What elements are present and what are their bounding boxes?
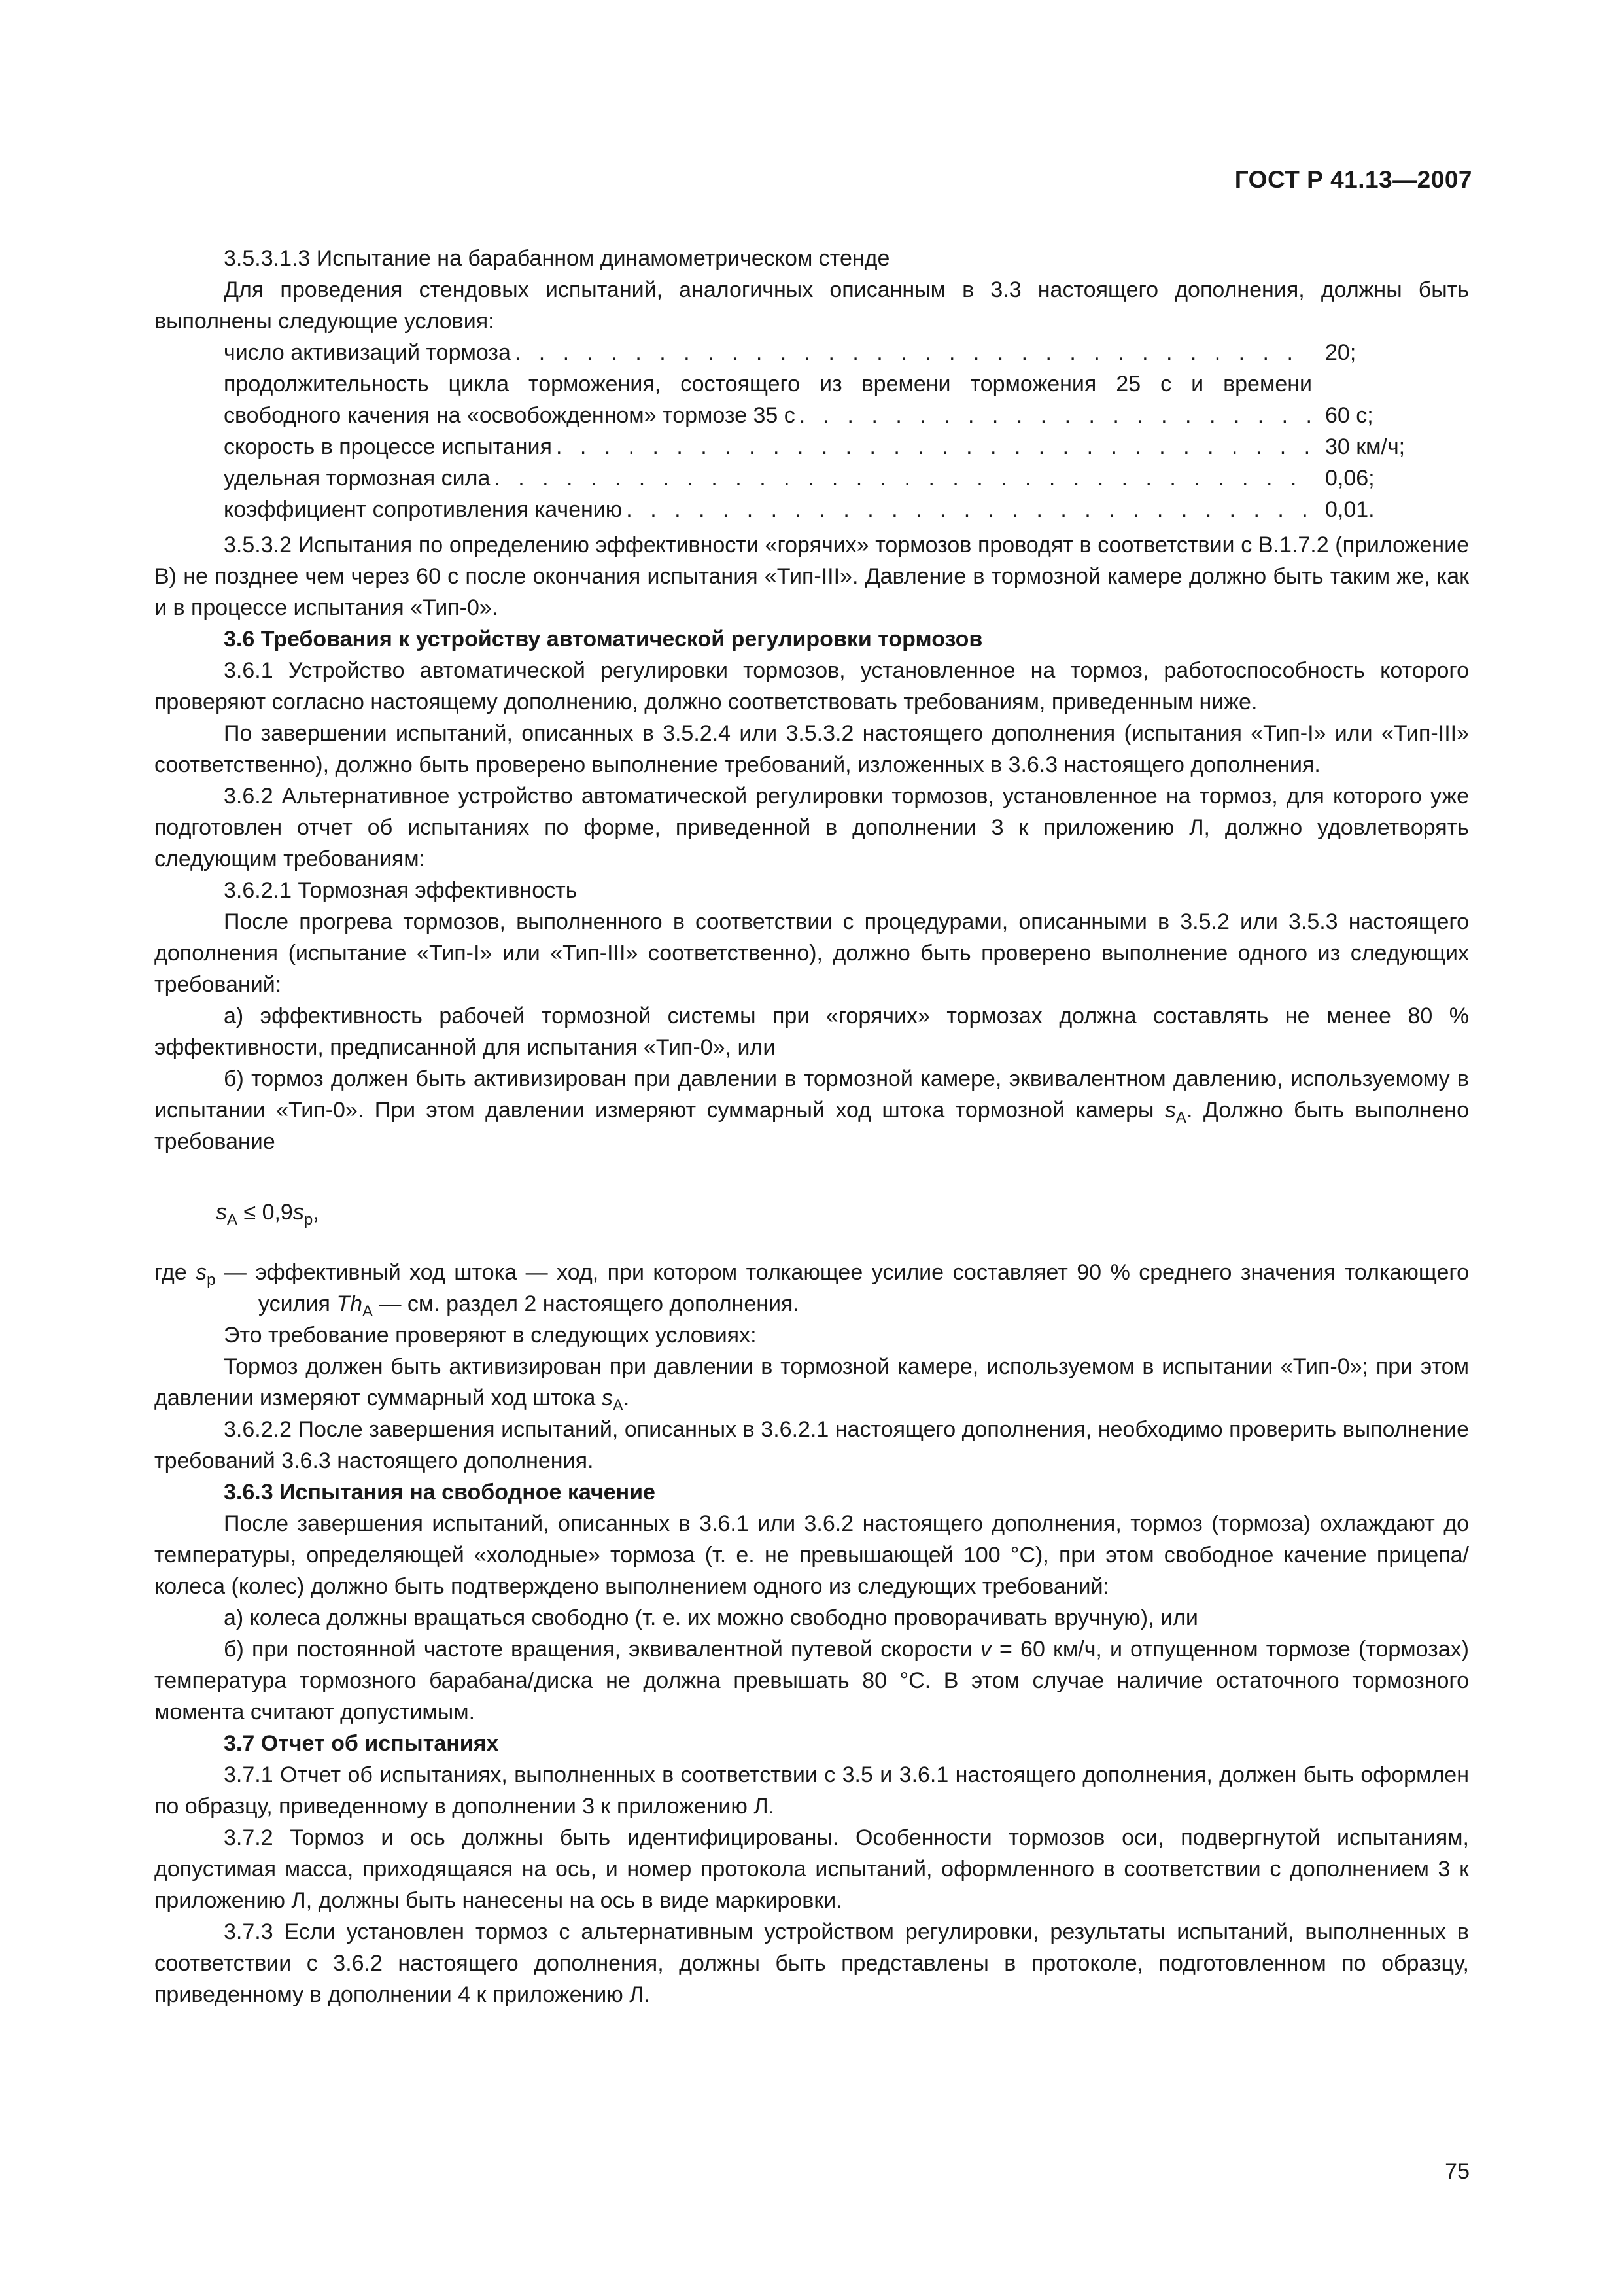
where-var: s [196, 1260, 207, 1285]
formula-rhs-sub: p [303, 1211, 313, 1229]
var-s: s [601, 1386, 613, 1410]
section-title-3-5-3-1-3: 3.5.3.1.3 Испытание на барабанном динамометрическом стенде [224, 246, 890, 271]
heading-3-6-3: 3.6.3 Испытания на свободное качение [224, 1480, 655, 1505]
formula [154, 1197, 1469, 1236]
item-3-6-3-a: а) колеса должны вращаться свободно (т. е. их можно свободно проворачивать вручную), или [224, 1605, 1198, 1630]
paragraph-3-7-1: 3.7.1 Отчет об испытаниях, выполненных в соответствии с 3.5 и 3.6.1 настоящего дополнения, должен быть оформлен по образцу, приведенному в дополнении 3 к приложению Л. [154, 1762, 1469, 1819]
paragraph-3-6-2-1: После прогрева тормозов, выполненного в соответствии с процедурами, описанными в 3.5.2 или 3.5.3 настоящего дополнения (испытание «Тип-I» или «Тип-III» соответственно), должно быть проверено выполнение одного из следующих требований: [154, 909, 1469, 997]
condition-value: 60 с; [1325, 403, 1373, 428]
paragraph-3-6-2: 3.6.2 Альтернативное устройство автоматической регулировки тормозов, установленное на тормоз, для которого уже подготовлен отчет об испытаниях по форме, приведенной в дополнении 3 к приложению Л, должно удовлетворять следующим требованиям: [154, 784, 1469, 871]
condition-label: свободного качения на «освобожденном» тормозе 35 с [224, 403, 795, 428]
conditions-list [154, 337, 1469, 525]
condition-value: 0,06; [1325, 466, 1375, 491]
condition-value: 0,01. [1325, 497, 1375, 522]
formula-rhs-var: s [292, 1200, 304, 1225]
item-a: а) эффективность рабочей тормозной системы при «горячих» тормозах должна составлять не менее 80 % эффективности, предписанной для испытания «Тип-0», или [154, 1004, 1469, 1060]
heading-3-6: 3.6 Требования к устройству автоматической регулировки тормозов [224, 627, 983, 652]
where-prefix: где [154, 1260, 196, 1285]
sub-a: A [612, 1397, 623, 1414]
dot-leader [795, 400, 1312, 431]
formula-tail: , [313, 1200, 319, 1225]
check-text: Тормоз должен быть активизирован при давлении в тормозной камере, используемом в испытании «Тип-0»; при этом давлении измеряют суммарный ход штока [154, 1354, 1469, 1410]
paragraph-3-6-3: После завершения испытаний, описанных в 3.6.1 или 3.6.2 настоящего дополнения, тормоз (тормоза) охлаждают до температуры, определяющей «холодные» тормоза (т. е. не превышающей 100 °С), при этом свободное качение прицепа/колеса (колес) должно быть подтверждено выполнением одного из следующих требований: [154, 1511, 1469, 1599]
dot-leader [490, 463, 1312, 494]
condition-row [224, 431, 1469, 463]
dot-leader [552, 431, 1312, 463]
condition-label: число активизаций тормоза [224, 340, 511, 365]
formula-explanation [154, 1257, 1469, 1320]
where-text1: — эффективный ход штока — ход, при котором толкающее усилие составляет 90 % среднего значения толкающего усилия [215, 1260, 1469, 1316]
formula-op: ≤ 0,9 [237, 1200, 293, 1225]
formula-lhs-sub: A [227, 1211, 238, 1229]
heading-3-7: 3.7 Отчет об испытаниях [224, 1731, 499, 1756]
var-s: s [1164, 1098, 1176, 1123]
condition-label: скорость в процессе испытания [224, 434, 552, 459]
condition-row [224, 337, 1469, 368]
where-th: Th [336, 1291, 362, 1316]
item-text-2: = 60 км/ч, и отпущенном тормозе (тормозах) температура тормозного барабана/диска не должна превышать 80 °С. В этом случае наличие остаточного тормозного момента считают допустимым. [154, 1637, 1469, 1725]
where-sub: p [207, 1271, 216, 1289]
check-intro: Это требование проверяют в следующих условиях: [224, 1323, 757, 1348]
item-b: б) тормоз должен быть активизирован при давлении в тормозной камере, эквивалентном давлению, используемому в испытании «Тип-0». При этом давлении измеряют суммарный ход штока тормозной камеры $s_A$. Должно быть выполнено требование [154, 1066, 1469, 1154]
sub-a: A [1175, 1109, 1186, 1127]
condition-value: 20; [1325, 340, 1356, 365]
page-number: 75 [1445, 2159, 1470, 2184]
paragraph-3-6-2-2: 3.6.2.2 После завершения испытаний, описанных в 3.6.2.1 настоящего дополнения, необходимо проверить выполнение требований 3.6.3 настоящего дополнения. [154, 1417, 1469, 1473]
where-text2: — см. раздел 2 настоящего дополнения. [373, 1291, 799, 1316]
condition-label: коэффициент сопротивления качению [224, 497, 623, 522]
paragraph-3-5-3-2: 3.5.3.2 Испытания по определению эффективности «горячих» тормозов проводят в соответствии с В.1.7.2 (приложение В) не позднее чем через 60 с после окончания испытания «Тип-III». Давление в тормозной камере должно быть таким же, как и в процессе испытания «Тип-0». [154, 533, 1469, 620]
paragraph-3-7-2: 3.7.2 Тормоз и ось должны быть идентифицированы. Особенности тормозов оси, подвергнутой испытаниям, допустимая масса, приходящаяся на ось, и номер протокола испытаний, оформленного в соответствии с дополнением 3 к приложению Л, должны быть нанесены на ось в виде маркировки. [154, 1825, 1469, 1913]
paragraph-3-6-1: 3.6.1 Устройство автоматической регулировки тормозов, установленное на тормоз, работоспособность которого проверяют согласно настоящему дополнению, должно соответствовать требованиям, приведенным ниже. [154, 658, 1469, 714]
item-text: б) при постоянной частоте вращения, эквивалентной путевой скорости [224, 1637, 980, 1662]
dot-leader [622, 494, 1312, 525]
condition-row [224, 400, 1469, 431]
paragraph-test-conditions-intro: Для проведения стендовых испытаний, аналогичных описанным в 3.3 настоящего дополнения, должны быть выполнены следующие условия: [154, 277, 1469, 334]
item-b-end: Должно быть выполнено требование [154, 1098, 1469, 1154]
condition-label: удельная тормозная сила [224, 466, 491, 491]
dot-leader [511, 337, 1312, 368]
document-id-header: ГОСТ Р 41.13—2007 [1234, 166, 1472, 193]
document-body [154, 243, 1469, 2010]
item-b-text: б) тормоз должен быть активизирован при давлении в тормозной камере, эквивалентном давлению, используемому в испытании «Тип-0». При этом давлении измеряют суммарный ход штока тормозной камеры [154, 1066, 1469, 1123]
var-v: v [980, 1637, 992, 1662]
heading-3-6-2-1: 3.6.2.1 Тормозная эффективность [224, 878, 578, 903]
where-th-sub: A [362, 1303, 373, 1320]
condition-value: 30 км/ч; [1325, 434, 1406, 459]
condition-row-wrapped [224, 368, 1469, 400]
condition-label: продолжительность цикла торможения, состоящего из времени торможения 25 с и времени [224, 372, 1312, 396]
condition-row [224, 494, 1469, 525]
item-3-6-3-b [154, 1634, 1469, 1728]
paragraph-3-6-1-b: По завершении испытаний, описанных в 3.5.2.4 или 3.5.3.2 настоящего дополнения (испытания «Тип-I» или «Тип-III» соответственно), должно быть проверено выполнение требований, изложенных в 3.6.3 настоящего дополнения. [154, 721, 1469, 777]
condition-row [224, 463, 1469, 494]
paragraph-3-7-3: 3.7.3 Если установлен тормоз с альтернативным устройством регулировки, результаты испытаний, выполненных в соответствии с 3.6.2 настоящего дополнения, должны быть представлены в протоколе, подготовленном по образцу, приведенному в дополнении 4 к приложению Л. [154, 1919, 1469, 2007]
check-paragraph: Тормоз должен быть активизирован при давлении в тормозной камере, используемом в испытании «Тип-0»; при этом давлении измеряют суммарный ход штока $s_A$. [154, 1354, 1469, 1414]
formula-lhs-var: s [216, 1200, 227, 1225]
